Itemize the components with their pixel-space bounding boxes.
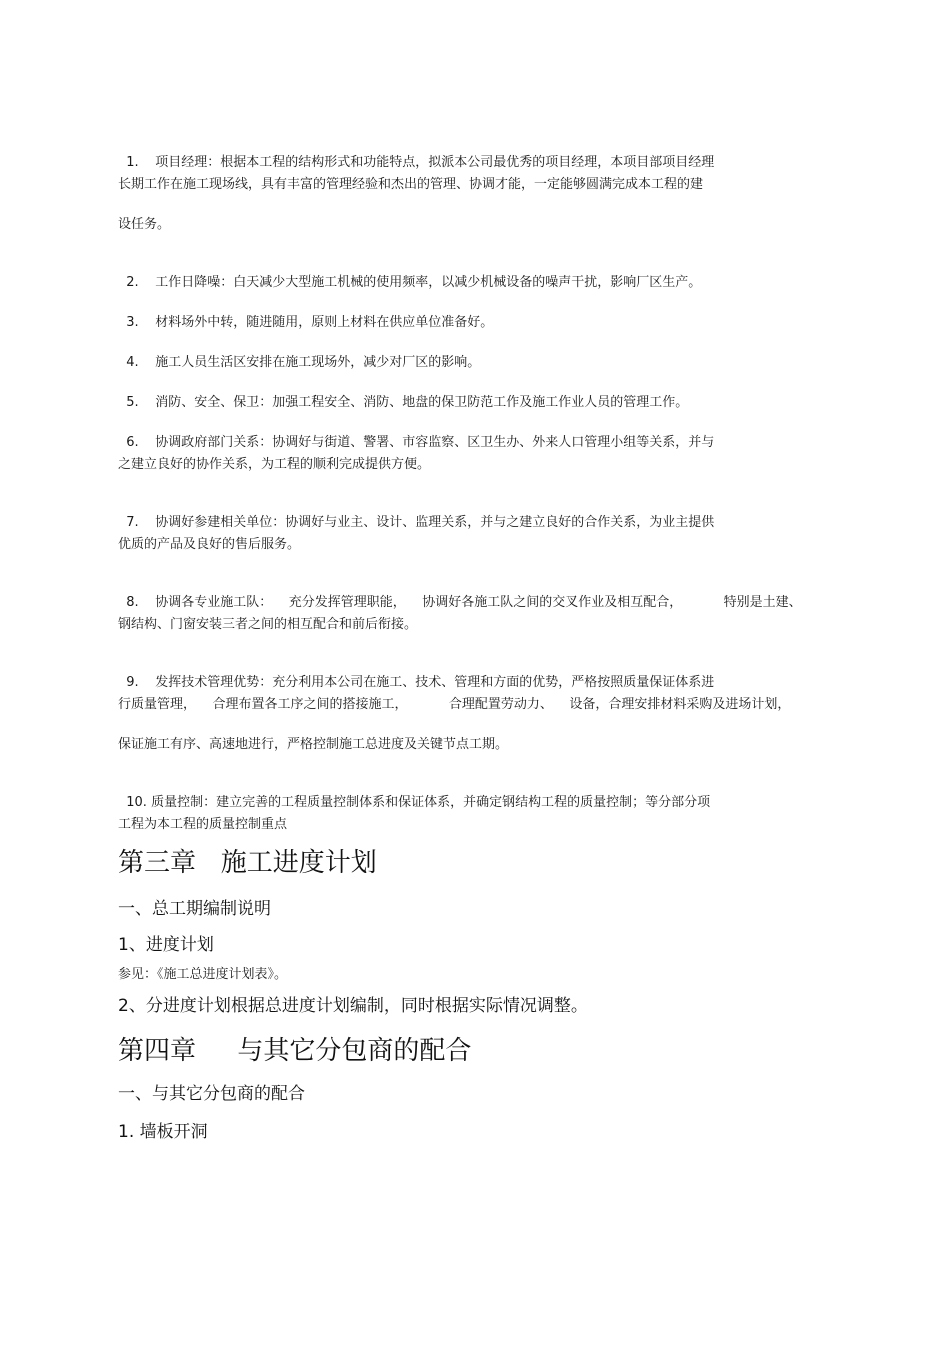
chapter-4-title: 第四章 与其它分包商的配合	[118, 1036, 472, 1066]
item-10-cont-1: 工程为本工程的质量控制重点	[118, 817, 288, 832]
item-6-text: 协调政府部门关系：协调好与街道、警署、市容监察、区卫生办、外来人口管理小组等关系，并与	[155, 435, 715, 450]
item-3-line	[118, 296, 493, 332]
item-8-cont-1: 钢结构、门窗安装三者之间的相互配合和前后衔接。	[118, 617, 418, 632]
item-8-num: 8.	[126, 595, 139, 610]
item-9-line	[118, 656, 714, 692]
item-10-text: 质量控制：建立完善的工程质量控制体系和保证体系，并确定钢结构工程的质量控制；等分部分项	[151, 795, 711, 810]
chapter-3-reference: 参见：《施工总进度计划表》。	[118, 967, 288, 982]
item-1-num: 1.	[126, 155, 139, 170]
item-8-line	[118, 576, 802, 612]
item-2-text: 工作日降噪：白天减少大型施工机械的使用频率，以减少机械设备的噪声干扰，影响厂区生产。	[155, 275, 702, 290]
chapter-3-sub-2: 2、分进度计划根据总进度计划编制，同时根据实际情况调整。	[118, 996, 588, 1016]
item-9-num: 9.	[126, 675, 139, 690]
item-10-line	[118, 776, 710, 812]
item-8-text: 协调各专业施工队： 充分发挥管理职能， 协调好各施工队之间的交叉作业及相互配合， 特别是土建、	[155, 595, 802, 610]
item-2-line	[118, 256, 701, 292]
item-9-cont-1: 行质量管理， 合理布置各工序之间的搭接施工， 合理配置劳动力、 设备，合理安排材料采购及进场计划，	[118, 697, 791, 712]
item-10-num: 10.	[126, 795, 147, 810]
item-5-num: 5.	[126, 395, 139, 410]
item-3-num: 3.	[126, 315, 139, 330]
chapter-3-section-1: 一、总工期编制说明	[118, 899, 271, 919]
item-4-line	[118, 336, 480, 372]
item-3-text: 材料场外中转，随进随用，原则上材料在供应单位准备好。	[155, 315, 494, 330]
chapter-3-title: 第三章 施工进度计划	[118, 848, 377, 878]
item-1-line	[118, 136, 714, 172]
item-7-cont-1: 优质的产品及良好的售后服务。	[118, 537, 301, 552]
item-1-cont-1: 长期工作在施工现场线，具有丰富的管理经验和杰出的管理、协调才能，一定能够圆满完成本工程的建	[118, 177, 704, 192]
item-1-cont-2: 设任务。	[118, 217, 171, 232]
chapter-4-sub-1: 1. 墙板开洞	[118, 1122, 208, 1142]
item-7-line	[118, 496, 714, 532]
item-1-text: 项目经理：根据本工程的结构形式和功能特点，拟派本公司最优秀的项目经理，本项目部项目经理	[155, 155, 715, 170]
chapter-4-section-1: 一、与其它分包商的配合	[118, 1084, 305, 1104]
item-4-num: 4.	[126, 355, 139, 370]
item-9-cont-2: 保证施工有序、高速地进行，严格控制施工总进度及关键节点工期。	[118, 737, 509, 752]
item-6-cont-1: 之建立良好的协作关系，为工程的顺利完成提供方便。	[118, 457, 431, 472]
item-9-text: 发挥技术管理优势：充分利用本公司在施工、技术、管理和方面的优势，严格按照质量保证体系进	[155, 675, 715, 690]
item-2-num: 2.	[126, 275, 139, 290]
item-6-line	[118, 416, 714, 452]
item-7-num: 7.	[126, 515, 139, 530]
item-6-num: 6.	[126, 435, 139, 450]
item-5-line	[118, 376, 688, 412]
item-5-text: 消防、安全、保卫：加强工程安全、消防、地盘的保卫防范工作及施工作业人员的管理工作。	[155, 395, 689, 410]
chapter-3-sub-1: 1、进度计划	[118, 935, 214, 955]
item-7-text: 协调好参建相关单位：协调好与业主、设计、监理关系，并与之建立良好的合作关系，为业主提供	[155, 515, 715, 530]
item-4-text: 施工人员生活区安排在施工现场外，减少对厂区的影响。	[155, 355, 481, 370]
